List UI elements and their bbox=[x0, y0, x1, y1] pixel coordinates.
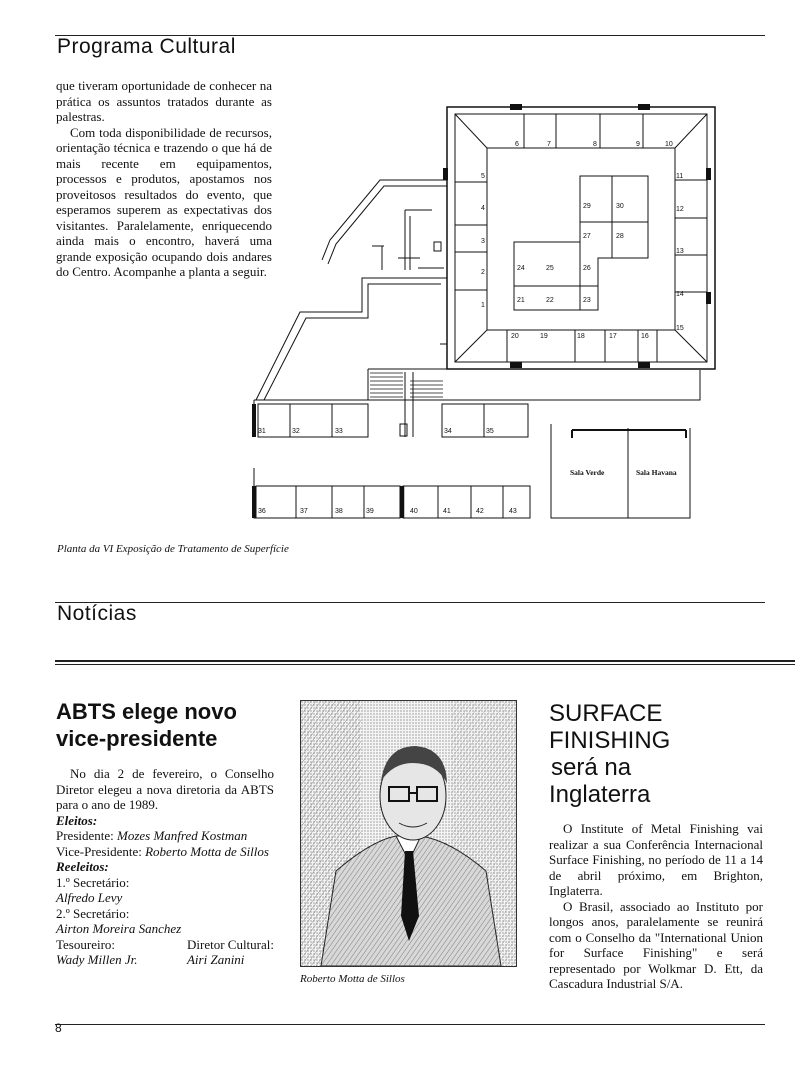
abts-diretor-name: Airi Zanini bbox=[186, 952, 245, 967]
booth-1: 1 bbox=[481, 302, 485, 309]
booth-30: 30 bbox=[616, 203, 624, 210]
booth-38: 38 bbox=[335, 508, 343, 515]
booth-37: 37 bbox=[300, 508, 308, 515]
booth-40: 40 bbox=[410, 508, 418, 515]
abts-eleitos-label: Eleitos: bbox=[56, 812, 98, 828]
surface-article bbox=[549, 700, 763, 992]
booth-7: 7 bbox=[547, 141, 551, 148]
abts-body bbox=[56, 766, 274, 968]
booth-27: 27 bbox=[583, 233, 591, 240]
abts-article bbox=[56, 698, 274, 968]
exhibit-area bbox=[487, 148, 675, 330]
booth-25: 25 bbox=[546, 265, 554, 272]
booth-13: 13 bbox=[676, 248, 684, 255]
photo-caption: Roberto Motta de Sillos bbox=[300, 973, 405, 985]
surface-headline bbox=[549, 700, 763, 808]
main-hall-inner bbox=[455, 114, 707, 362]
abts-tesoureiro-name: Wady Millen Jr. bbox=[56, 952, 138, 967]
booth-28: 28 bbox=[616, 233, 624, 240]
booth-18: 18 bbox=[577, 333, 585, 340]
booth-15: 15 bbox=[676, 325, 684, 332]
abts-sec1-name: Alfredo Levy bbox=[56, 890, 123, 905]
surface-headline-line-3: será na bbox=[551, 754, 632, 781]
abts-sec2-label: 2.º Secretário: bbox=[56, 905, 130, 921]
abts-tesoureiro-diretor bbox=[56, 937, 274, 968]
surface-headline-line-1: SURFACE bbox=[549, 700, 663, 727]
booth-42: 42 bbox=[476, 508, 484, 515]
abts-headline bbox=[56, 698, 274, 752]
abts-sec2-name: Airton Moreira Sanchez bbox=[56, 921, 182, 936]
abts-headline-line-2: vice-presidente bbox=[56, 726, 218, 751]
abts-sec1-label: 1.º Secretário: bbox=[56, 874, 130, 890]
booth-3: 3 bbox=[481, 238, 485, 245]
intro-paragraph-1: que tiveram oportunidade de conhecer na prática os assuntos tratados durante as palestras. bbox=[56, 78, 272, 124]
booth-6: 6 bbox=[515, 141, 519, 148]
booth-34: 34 bbox=[444, 428, 452, 435]
booth-33: 33 bbox=[335, 428, 343, 435]
booth-32: 32 bbox=[292, 428, 300, 435]
booth-20: 20 bbox=[511, 333, 519, 340]
surface-headline-line-2: FINISHING bbox=[549, 727, 671, 754]
booth-29: 29 bbox=[583, 203, 591, 210]
booth-11: 11 bbox=[676, 173, 684, 180]
booth-35: 35 bbox=[486, 428, 494, 435]
booth-5: 5 bbox=[481, 173, 485, 180]
noticias-rule bbox=[55, 602, 765, 603]
booth-14: 14 bbox=[676, 291, 684, 298]
booth-26: 26 bbox=[583, 265, 591, 272]
booth-19: 19 bbox=[540, 333, 548, 340]
footer-rule bbox=[55, 1024, 765, 1025]
booth-12: 12 bbox=[676, 206, 684, 213]
booth-41: 41 bbox=[443, 508, 451, 515]
abts-vice: Vice-Presidente: Roberto Motta de Sillos bbox=[56, 843, 269, 859]
section-title-noticias: Notícias bbox=[57, 602, 137, 625]
booth-2: 2 bbox=[481, 269, 485, 276]
booth-21: 21 bbox=[517, 297, 525, 304]
abts-presidente-name: Mozes Manfred Kostman bbox=[117, 828, 248, 843]
portrait-photo bbox=[300, 700, 517, 967]
booth-43: 43 bbox=[509, 508, 517, 515]
booth-23: 23 bbox=[583, 297, 591, 304]
booth-24: 24 bbox=[517, 265, 525, 272]
abts-diretor-label: Diretor Cultural: bbox=[186, 936, 274, 952]
room-sala-verde: Sala Verde bbox=[570, 468, 605, 477]
booth-36: 36 bbox=[258, 508, 266, 515]
booth-16: 16 bbox=[641, 333, 649, 340]
surface-paragraph-1: O Institute of Metal Finishing vai realizar a sua Conferência Internacional Surface Finishing, no período de 11 a 14 de abril próximo, em Brighton, Inglaterra. bbox=[549, 821, 763, 898]
booth-10: 10 bbox=[665, 141, 673, 148]
booth-22: 22 bbox=[546, 297, 554, 304]
booth-17: 17 bbox=[609, 333, 617, 340]
abts-tesoureiro-label: Tesoureiro: bbox=[56, 936, 116, 952]
booth-9: 9 bbox=[636, 141, 640, 148]
booth-31: 31 bbox=[258, 428, 266, 435]
abts-vice-name: Roberto Motta de Sillos bbox=[145, 843, 269, 859]
abts-presidente: Presidente: Mozes Manfred Kostman bbox=[56, 828, 248, 843]
intro-paragraph-2: Com toda disponibilidade de recursos, orientação técnica e trazendo o que há de mais recente em equipamentos, processos e produtos, apostamos nos proveitosos resultados do evento, que esperamos superem as expectativas dos visitantes. Paralelamente, enriquecendo ainda mais o encontro, haverá uma grande exposição ocupando dois andares do Centro. Acompanhe a planta a seguir. bbox=[56, 124, 272, 279]
surface-headline-line-4: Inglaterra bbox=[549, 781, 651, 808]
abts-intro: No dia 2 de fevereiro, o Conselho Diretor elegeu a nova diretoria da ABTS para o ano de 1989. bbox=[56, 766, 274, 812]
surface-paragraph-2: O Brasil, associado ao Instituto por longos anos, paralelamente se reunirá com o Conselho da "International Union for Surface Finishing" e será representado por Wolkmar D. Ett, da Cascadura Industrial S/A. bbox=[549, 898, 763, 991]
booth-39: 39 bbox=[366, 508, 374, 515]
floor-plan-caption: Planta da VI Exposição de Tratamento de Superfície bbox=[57, 543, 289, 555]
abts-headline-line-1: ABTS elege novo bbox=[56, 699, 237, 724]
abts-reeleitos-label: Reeleitos: bbox=[56, 859, 109, 874]
surface-body bbox=[549, 821, 763, 992]
room-sala-havana: Sala Havana bbox=[636, 468, 677, 477]
floor-plan bbox=[240, 100, 720, 525]
section-title-programa-cultural: Programa Cultural bbox=[57, 35, 236, 58]
booth-8: 8 bbox=[593, 141, 597, 148]
page-number: 8 bbox=[55, 1021, 62, 1035]
booth-4: 4 bbox=[481, 205, 485, 212]
